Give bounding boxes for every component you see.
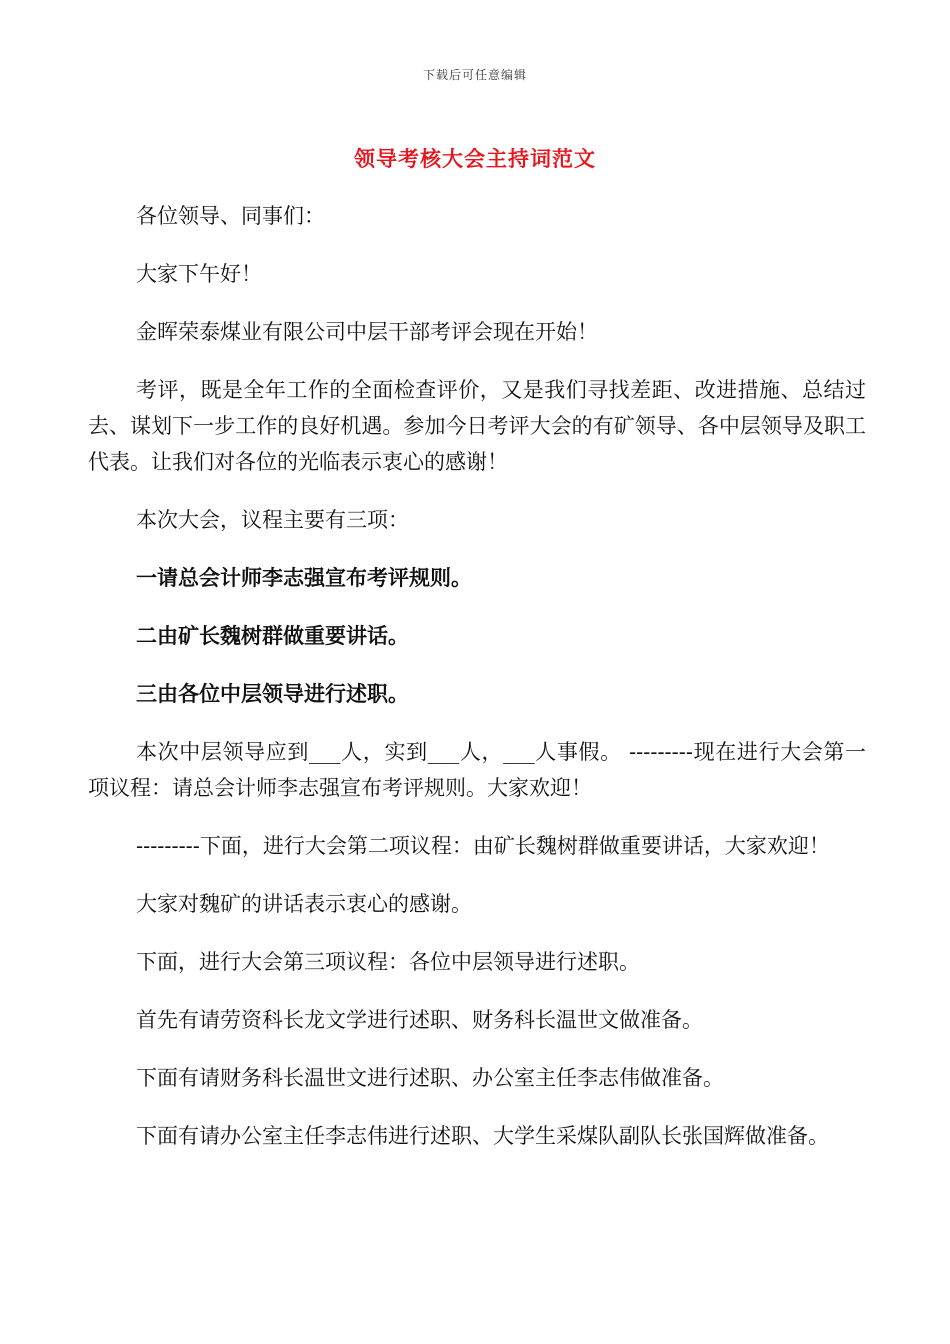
document-body	[88, 198, 866, 1176]
agenda-item-1: 一请总会计师李志强宣布考评规则。	[136, 565, 472, 590]
paragraph-greeting: 各位领导、同事们：	[136, 204, 325, 228]
paragraph-third-item: 下面，进行大会第三项议程：各位中层领导进行述职。	[136, 950, 640, 974]
agenda-item-2: 二由矿长魏树群做重要讲话。	[136, 623, 409, 648]
agenda-item-3: 三由各位中层领导进行述职。	[136, 681, 409, 706]
paragraph-report-2: 下面有请财务科长温世文进行述职、办公室主任李志伟做准备。	[136, 1066, 724, 1090]
paragraph-opening: 金晖荣泰煤业有限公司中层干部考评会现在开始！	[136, 320, 598, 344]
paragraph-attendance: 本次中层领导应到___人，实到___人，___人事假。 ---------现在进行大会第一项议程：请总会计师李志强宣布考评规则。大家欢迎！	[88, 740, 866, 800]
paragraph-thanks: 大家对魏矿的讲话表示衷心的感谢。	[136, 892, 472, 916]
paragraph-report-3: 下面有请办公室主任李志伟进行述职、大学生采煤队副队长张国辉做准备。	[136, 1124, 829, 1148]
paragraph-good-afternoon: 大家下午好！	[136, 262, 262, 286]
paragraph-report-1: 首先有请劳资科长龙文学进行述职、财务科长温世文做准备。	[136, 1008, 703, 1032]
header-note: 下载后可任意编辑	[422, 68, 527, 82]
document-title: 领导考核大会主持词范文	[354, 146, 596, 171]
paragraph-second-item: ---------下面，进行大会第二项议程：由矿长魏树群做重要讲话，大家欢迎！	[136, 834, 830, 858]
paragraph-purpose: 考评，既是全年工作的全面检查评价，又是我们寻找差距、改进措施、总结过去、谋划下一步工作的良好机遇。参加今日考评大会的有矿领导、各中层领导及职工代表。让我们对各位的光临表示衷心的感谢！	[88, 378, 866, 474]
paragraph-agenda-intro: 本次大会，议程主要有三项：	[136, 508, 409, 532]
